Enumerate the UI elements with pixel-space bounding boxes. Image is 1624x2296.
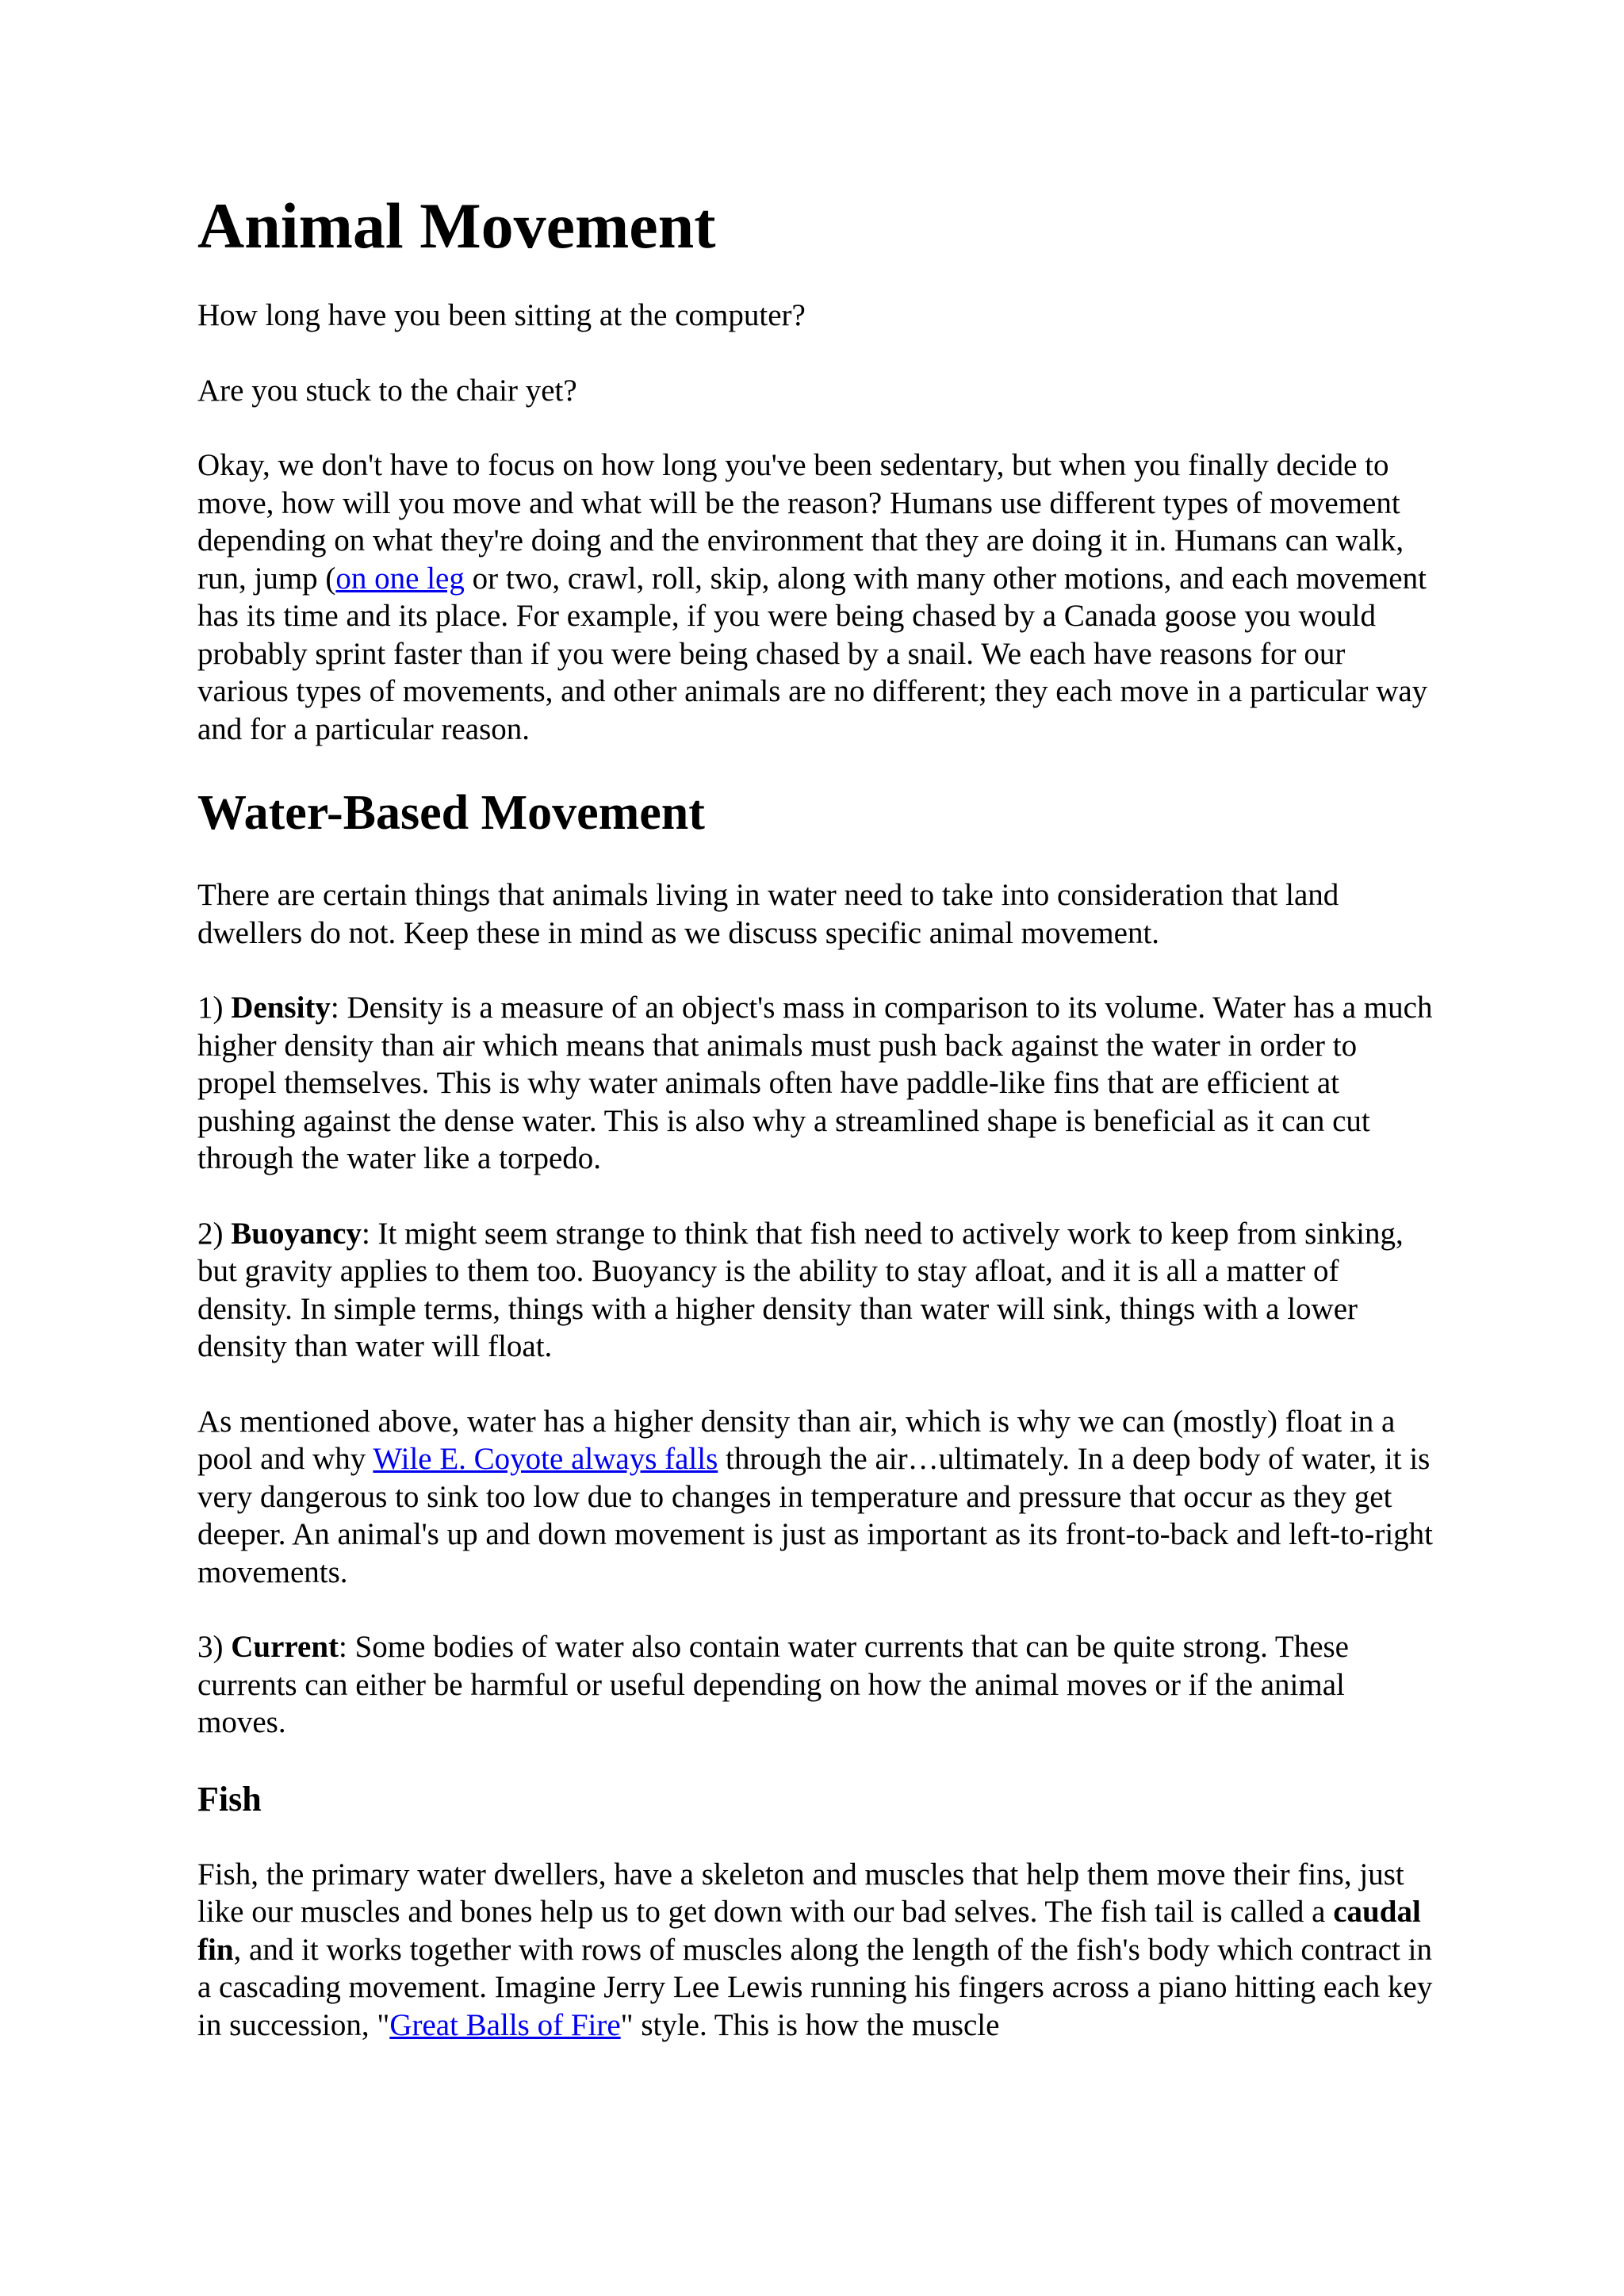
intro-question-2: Are you stuck to the chair yet? [197, 373, 577, 408]
current-term: Current [231, 1630, 339, 1665]
intro-question-1: How long have you been sitting at the computer? [197, 298, 806, 333]
density-number: 1) [197, 991, 232, 1025]
buoyancy-term: Buoyancy [231, 1216, 362, 1251]
buoyancy-number: 2) [197, 1216, 232, 1251]
wile-e-coyote-link[interactable]: Wile E. Coyote always falls [373, 1442, 718, 1477]
mentioned-text-1: As mentioned above, water has a higher density than air, which is why we can (mostly) float in a pool and why [197, 1404, 1396, 1477]
fish-text-3: " style. This is how the muscle [620, 2007, 1000, 2042]
fish-heading: Fish [197, 1779, 262, 1819]
current-text: : Some bodies of water also contain water currents that can be quite strong. These currents can either be harmful or useful depending on how the animal moves or if the animal moves. [197, 1630, 1349, 1740]
density-term: Density [231, 991, 331, 1025]
buoyancy-paragraph [197, 1215, 1434, 1366]
intro-paragraph [197, 447, 1434, 748]
intro-text-2: or two, crawl, roll, skip, along with many other motions, and each movement has its time and its place. For example, if you were being chased by a Canada goose you would probably sprint faster than if you were being chased by a snail. We each have reasons for our various types of movements, and other animals are no different; they each move in a particular way and for a particular reason. [197, 561, 1428, 746]
fish-paragraph [197, 1856, 1434, 2045]
mentioned-text-2: through the air…ultimately. In a deep body of water, it is very dangerous to sink too low due to changes in temperature and pressure that occur as they get deeper. An animal's up and down movement is just as important as its front-to-back and left-to-right movements. [197, 1442, 1434, 1589]
fish-text-1: Fish, the primary water dwellers, have a skeleton and muscles that help them move their fins, just like our muscles and bones help us to get down with our bad selves. The fish tail is called a [197, 1857, 1404, 1930]
current-paragraph [197, 1628, 1434, 1742]
intro-text-1: Okay, we don't have to focus on how long you've been sedentary, but when you finally decide to move, how will you move and what will be the reason? Humans use different types of movement depending on what they're doing and the environment that they are doing it in. Humans can walk, run, jump ( [197, 448, 1404, 596]
buoyancy-text: : It might seem strange to think that fish need to actively work to keep from sinking, but gravity applies to them too. Buoyancy is the ability to stay afloat, and it is all a matter of density. In simple terms, things with a higher density than water will sink, things with a lower density than water will float. [197, 1216, 1404, 1364]
page-title: Animal Movement [197, 190, 716, 262]
great-balls-of-fire-link[interactable]: Great Balls of Fire [389, 2007, 621, 2042]
water-section-heading: Water-Based Movement [197, 786, 705, 841]
on-one-leg-link[interactable]: on one leg [335, 561, 465, 596]
current-number: 3) [197, 1630, 232, 1665]
document-page [197, 190, 1434, 2081]
mentioned-paragraph [197, 1403, 1434, 1592]
water-intro-paragraph: There are certain things that animals living in water need to take into consideration that land dwellers do not. Keep these in mind as we discuss specific animal movement. [197, 878, 1339, 950]
density-paragraph [197, 989, 1434, 1178]
caudal-fin-term: caudal fin [197, 1895, 1421, 1967]
fish-text-2: , and it works together with rows of muscles along the length of the fish's body which contract in a cascading movement. Imagine Jerry Lee Lewis running his fingers across a piano hitting each key in succession, " [197, 1932, 1433, 2042]
density-text: : Density is a measure of an object's mass in comparison to its volume. Water has a much higher density than air which means that animals must push back against the water in order to propel themselves. This is why water animals often have paddle-like fins that are efficient at pushing against the dense water. This is also why a streamlined shape is beneficial as it can cut through the water like a torpedo. [197, 991, 1433, 1176]
